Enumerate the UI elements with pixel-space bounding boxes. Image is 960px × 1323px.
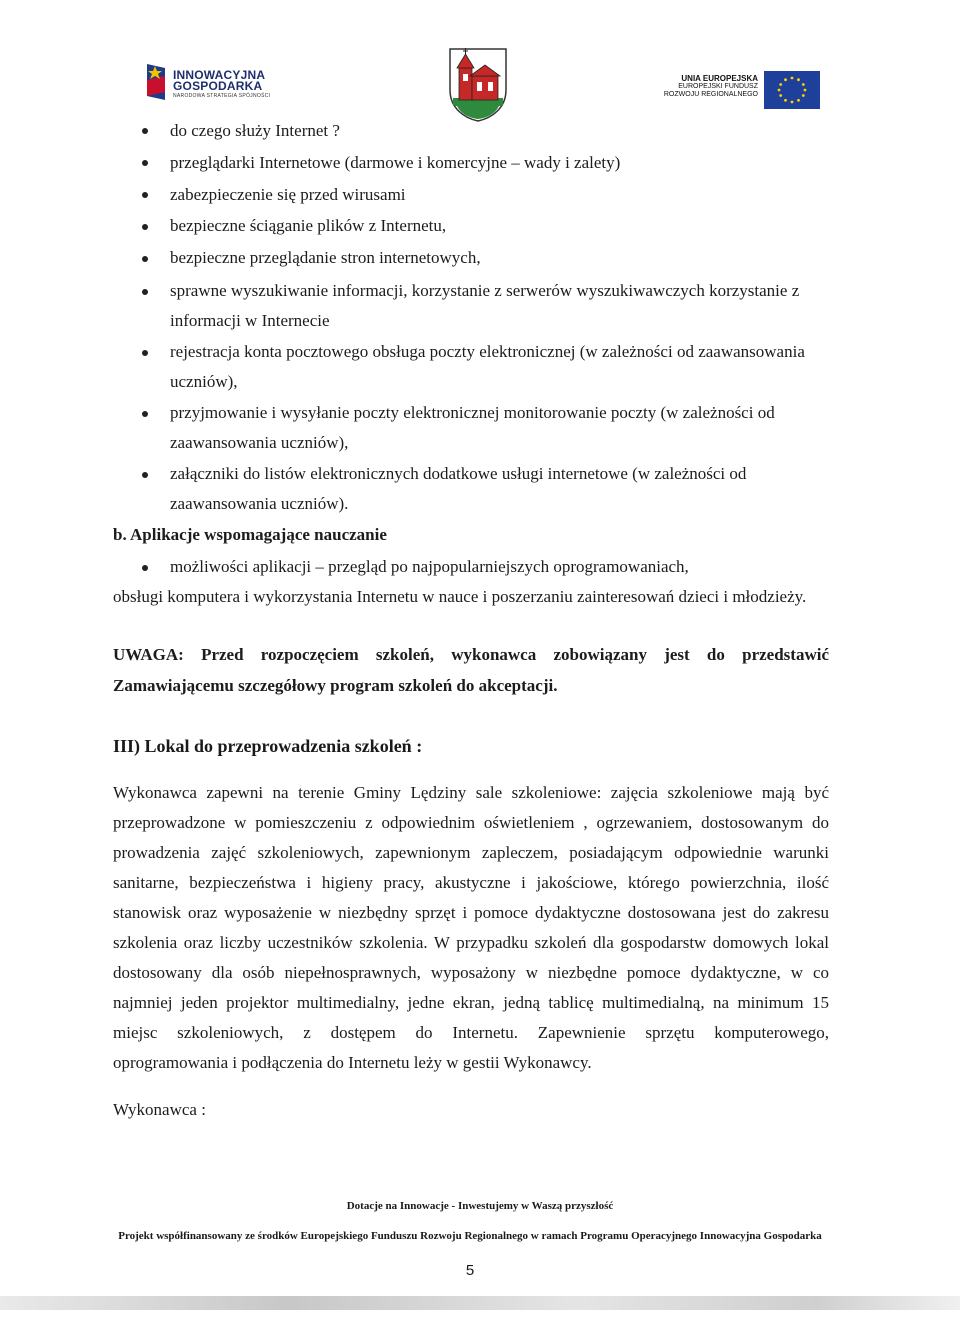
section-b-heading: b. Aplikacje wspomagające nauczanie — [113, 525, 387, 544]
logo-ig-line2: GOSPODARKA — [173, 79, 263, 93]
bullet-dot — [142, 411, 148, 417]
bullet-dot — [142, 350, 148, 356]
paragraph-line: najmniej jeden projektor multimedialny, jedne ekran, jedną tablicę multimedialną, na minimum 15 — [113, 993, 829, 1012]
bullet-dot — [142, 289, 148, 295]
paragraph-line: miejsc szkoleniowych, z dostępem do Internetu. Zapewnienie sprzętu komputerowego, — [113, 1023, 829, 1042]
list-item-line1: przyjmowanie i wysyłanie poczty elektronicznej monitorowanie poczty (w zależności od — [170, 403, 775, 422]
list-item: bezpieczne przeglądanie stron internetowych, — [170, 248, 481, 267]
paragraph-line: dostosowany dla osób niepełnosprawnych, wyposażony w niezbędne pomoce dydaktyczne, w co — [113, 963, 829, 982]
footer-slogan: Dotacje na Innowacje - Inwestujemy w Waszą przyszłość — [346, 1200, 614, 1212]
eu-line2: EUROPEJSKI FUNDUSZ — [678, 83, 758, 90]
list-item-line1: rejestracja konta pocztowego obsługa poczty elektronicznej (w zależności od zaawansowania — [170, 342, 805, 361]
list-item: przeglądarki Internetowe (darmowe i komercyjne – wady i zalety) — [170, 153, 621, 172]
logo-ig-line3: NARODOWA STRATEGIA SPÓJNOŚCI — [173, 93, 271, 99]
page-number: 5 — [465, 1262, 475, 1279]
list-item-line1: załączniki do listów elektronicznych dodatkowe usługi internetowe (w zależności od — [170, 464, 747, 483]
paragraph-line: Wykonawca zapewni na terenie Gminy Lędziny sale szkoleniowe: zajęcia szkoleniowe mają być — [113, 783, 829, 802]
list-item: do czego służy Internet ? — [170, 121, 340, 140]
uwaga-line2: Zamawiającemu szczegółowy program szkoleń do akceptacji. — [113, 676, 558, 695]
bullet-dot — [142, 160, 148, 166]
eu-line1: UNIA EUROPEJSKA — [681, 74, 758, 83]
paragraph-line: sanitarne, bezpieczeństwa i higieny pracy, akustyczne i jakościowe, którego powierzchnia, ilość — [113, 873, 829, 892]
list-item-line2: uczniów), — [170, 372, 238, 391]
paragraph-line: stanowisk oraz wyposażenie w niezbędny sprzęt i pomoce dydaktyczne dostosowana jest do zakresu — [113, 903, 829, 922]
uwaga-line1: UWAGA: Przed rozpoczęciem szkoleń, wykonawca zobowiązany jest do przedstawić — [113, 645, 829, 664]
list-item-line2: informacji w Internecie — [170, 311, 330, 330]
eu-flag-icon — [764, 71, 820, 109]
bullet-dot — [142, 192, 148, 198]
section-b-continuation: obsługi komputera i wykorzystania Internetu w nauce i poszerzaniu zainteresowań dzieci i młodzieży. — [113, 587, 807, 606]
innowacyjna-gospodarka-logo — [145, 62, 275, 104]
bullet-dot — [142, 224, 148, 230]
bullet-dot — [142, 472, 148, 478]
section-b-bullet: możliwości aplikacji – przegląd po najpopularniejszych oprogramowaniach, — [170, 557, 689, 576]
municipal-crest-icon — [447, 46, 509, 122]
bullet-dot — [142, 128, 148, 134]
eu-fund-label — [640, 74, 758, 99]
list-item: zabezpieczenie się przed wirusami — [170, 185, 406, 204]
paragraph-last-line: oprogramowania i podłączenia do Internetu leży w gestii Wykonawcy. — [113, 1053, 592, 1072]
list-item-line2: zaawansowania uczniów), — [170, 433, 349, 452]
footer-project: Projekt współfinansowany ze środków Europejskiego Funduszu Rozwoju Regionalnego w ramach Programu Operacyjnego Innowacyjna Gospodarka — [118, 1230, 822, 1242]
paragraph-line: szkolenia oraz liczby uczestników szkolenia. W przypadku szkoleń dla gospodarstw domowych lokal — [113, 933, 829, 952]
scan-edge-artifact — [0, 1296, 960, 1310]
ig-flag-icon — [145, 62, 167, 102]
list-item-line2: zaawansowania uczniów). — [170, 494, 349, 513]
section-iii-heading: III) Lokal do przeprowadzenia szkoleń : — [113, 736, 423, 756]
eu-line3: ROZWOJU REGIONALNEGO — [663, 91, 758, 98]
list-item-line1: sprawne wyszukiwanie informacji, korzystanie z serwerów wyszukiwawczych korzystanie z — [170, 281, 800, 300]
signature-label: Wykonawca : — [113, 1100, 206, 1119]
logo-ig-line1: INNOWACYJNA — [173, 68, 266, 82]
bullet-dot — [142, 256, 148, 262]
paragraph-line: przeprowadzone w pomieszczeniu z odpowiednim oświetleniem , ogrzewaniem, dostosowanym do — [113, 813, 829, 832]
bullet-dot — [142, 565, 148, 571]
paragraph-line: prowadzenia zajęć szkoleniowych, zapewnionym zapleczem, posiadającym odpowiednie warunki — [113, 843, 829, 862]
list-item: bezpieczne ściąganie plików z Internetu, — [170, 216, 447, 235]
